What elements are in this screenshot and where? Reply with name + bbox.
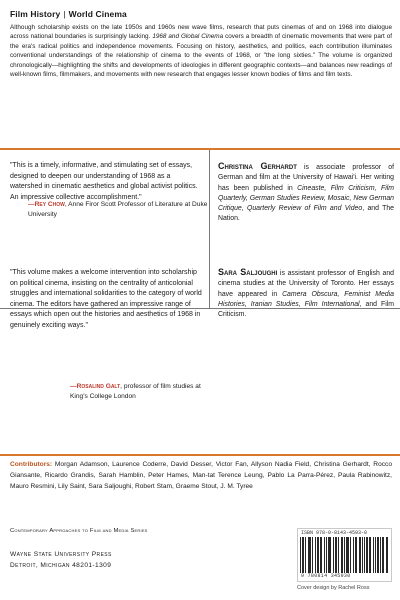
barcode-bar [359,537,360,573]
blurb-affiliation: , professor of film studies at King's College London [70,383,201,400]
barcode-bar [309,537,310,573]
contributors-label: Contributors: [10,461,53,468]
barcode-bar [344,537,345,573]
category-separator: | [63,9,66,19]
barcode-bar [383,537,384,573]
barcode-bar [362,537,363,573]
barcode-bar [380,537,381,573]
editor-bio-text: is associate professor of German and film at the University of Hawai'i. Her writing has been published in [218,164,394,192]
barcode-bar [341,537,342,573]
editor-bio [218,267,394,320]
blurb-quote: "This is a timely, informative, and stimulating set of essays, designed to deepen our understanding of 1968 as a watershed in cinematic aesthetics and global activist politics. An impressive collective accomplishment." [10,162,198,201]
description-text-2: covers a breadth of cinematic movements that were part of the era's radical politics and independence movements. Focusing on history, aesthetics, and politics, each contribution illuminates conventional understandings of the relationship of cinema to the events of 1968, or "the long sixties." The volume is organized chronologically—highlighting the shifts and developments of ideologies in different geographic contexts—and balances new readings of well-known films, filmmakers, and movements with new research that engages lesser known bodies of films and film texts. [10,33,392,79]
barcode-bar [318,537,319,573]
barcode-bar [386,537,387,573]
barcode-bar [353,537,354,573]
barcode-bar [382,537,383,573]
editor-bio-tail: , and Film Criticism. [218,300,394,319]
barcode-bar [348,537,349,573]
barcode-bar [308,537,309,573]
barcode-bar [300,537,301,573]
barcode-bar [347,537,348,573]
barcode-bar [321,537,322,573]
category-header [10,9,127,19]
description-text-1: Although scholarship exists on the late 1950s and 1960s new wave films, research that puts cinemas of and on 1968 into dialogue across national boundaries is surprisingly lacking. [10,24,392,41]
barcode-bar [326,537,327,573]
publisher-address: Detroit, Michigan 48201-1309 [10,561,112,569]
barcode-bar [335,537,336,573]
editor-bio-tail: , and The Nation. [218,205,395,223]
book-description [10,23,392,79]
barcode-bar [336,537,337,573]
barcode-bar [305,537,306,573]
category-world-cinema: World Cinema [68,9,127,19]
barcode-bar [324,537,325,573]
barcode-number: 9 780814 345930 [301,573,351,579]
editor-bio [218,161,394,225]
barcode-bar [338,537,339,573]
barcode-bar [364,537,365,573]
category-film-history: Film History [10,9,61,19]
editor-name: Sara Saljoughi [218,267,278,277]
barcode-bar [378,537,379,573]
barcode-bar [377,537,378,573]
barcode-bar [328,537,329,573]
barcode-bar [317,537,318,573]
barcode-bar [355,537,356,573]
cover-design-credit: Cover design by Rachel Ross [297,585,370,591]
barcode-bar [366,537,367,573]
barcode-bar [346,537,347,573]
editor-name: Christina Gerhardt [218,161,297,171]
isbn-label: ISBN 978-0-8143-4593-0 [301,530,368,536]
barcode-bar [375,537,376,573]
blurb-quote: "This volume makes a welcome intervention into scholarship on political cinema, insisting on the centrality of anticolonial struggles and international solidarities to the category of world cinema. The editors have gathered an impressive range of essays which open out the histories and aesthetics of 1968 in genuinely exciting ways." [10,269,202,329]
publisher-name: Wayne State University Press [10,551,112,558]
barcode-bar [320,537,321,573]
editor-publications: Cineaste, Film Criticism, Film Quarterly, German Studies Review, Mosaic, New German Critique, Quarterly Review of Film and Video [218,184,394,213]
barcode-bar [315,537,316,573]
barcode-bar [373,537,374,573]
series-name: Contemporary Approaches to Film and Media Series [10,528,148,534]
barcode-bar [310,537,311,573]
editor-publications: Camera Obscura, Feminist Media Histories, Iranian Studies, Film International [218,290,394,308]
barcode-bar [367,537,368,573]
divider-top [0,148,400,150]
barcode-bar [330,537,331,573]
description-book-title: 1968 and Global Cinema [152,33,224,41]
blurb-author: Rey Chow [34,201,65,208]
barcode-bar [387,537,388,573]
barcode-bar [360,537,361,573]
divider-bottom [0,454,400,456]
contributors-names: Morgan Adamson, Laurence Coderre, David Desser, Victor Fan, Allyson Nadia Field, Christina Gerhardt, Rocco Giansante, Ricardo Grandis, Sarah Hamblin, Peter Hames, Man-tat Terence Leung, Pablo La Parra-Pérez, Paula Rabinowitz, Mauro Resmini, Lily Saint, Sara Saljoughi, Robert Stam, Graeme Stout, J. M. Tyree [10,461,392,491]
barcode-bars [300,537,388,573]
barcode-bar [342,537,343,573]
barcode-bar [350,537,351,573]
blurb-affiliation: , Anne Firor Scott Professor of Literature at Duke University [28,201,208,218]
publisher-block [10,550,112,572]
editor-bio-text: is assistant professor of English and cinema studies at the University of Toronto. Her essays have appeared in [218,270,394,298]
blurb-attribution: —Rosalind Galt, professor of film studies at King's College London [70,383,201,400]
blurb-author: Rosalind Galt [76,383,121,390]
barcode-bar [312,537,313,573]
barcode-bar [303,537,304,573]
barcode-bar [356,537,357,573]
barcode [297,528,392,582]
barcode-bar [370,537,371,573]
barcode-bar [329,537,330,573]
barcode-bar [369,537,370,573]
barcode-bar [302,537,303,573]
barcode-bar [333,537,334,573]
blurb-attribution: —Rey Chow, Anne Firor Scott Professor of Literature at Duke University [28,201,208,218]
divider-vertical [209,150,210,308]
contributors-list [10,459,392,493]
